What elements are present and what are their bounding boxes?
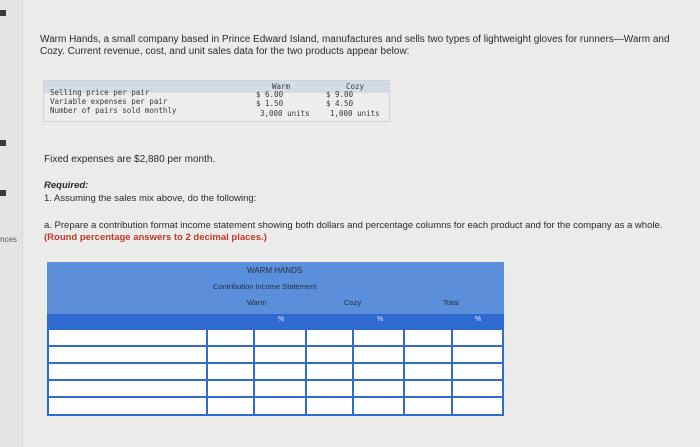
col-header-cozy: Cozy	[346, 82, 365, 91]
grid-line	[47, 345, 504, 347]
grid-line	[47, 379, 504, 381]
row-label: Selling price per pair	[50, 88, 150, 97]
grid-line	[47, 396, 504, 398]
grid-line	[305, 328, 307, 416]
fixed-expenses: Fixed expenses are $2,880 per month.	[44, 154, 216, 165]
cozy-value: 1,000 units	[330, 109, 380, 118]
col-warm: Warm	[247, 298, 267, 307]
company-title: WARM HANDS	[247, 266, 303, 275]
problem-intro: Warm Hands, a small company based in Prince Edward Island, manufactures and sells two types of lightweight gloves for runners—Warm and Cozy. Current revenue, cost, and unit sales data for the two products appear below:	[40, 34, 670, 57]
part-a-text: a. Prepare a contribution format income statement showing both dollars and percentage columns for each product and for the company as a whole.	[44, 220, 663, 231]
product-data-table	[43, 80, 390, 122]
row-label: Number of pairs sold monthly	[50, 106, 177, 115]
pct-total: %	[475, 316, 482, 323]
table-header	[47, 262, 504, 314]
col-header-warm: Warm	[272, 82, 291, 91]
requirement-1: 1. Assuming the sales mix above, do the following:	[44, 193, 257, 204]
rounding-note: (Round percentage answers to 2 decimal places.)	[44, 232, 267, 243]
cozy-value: $ 4.50	[326, 99, 354, 108]
statement-title: Contribution Income Statement	[213, 282, 317, 291]
income-statement-table	[47, 262, 504, 416]
col-cozy: Cozy	[344, 298, 362, 307]
warm-value: $ 1.50	[256, 99, 284, 108]
statement-grid	[47, 328, 504, 416]
col-total: Total	[443, 298, 459, 307]
grid-line	[502, 328, 504, 416]
grid-line	[47, 414, 504, 416]
grid-line	[47, 362, 504, 364]
required-heading: Required:	[44, 180, 89, 191]
sidebar-marker	[0, 140, 6, 146]
cozy-value: $ 9.00	[326, 90, 354, 99]
sidebar-marker	[0, 190, 6, 196]
warm-value: 3,000 units	[260, 109, 310, 118]
sidebar-label: nces	[0, 235, 17, 244]
pct-cozy: %	[377, 316, 384, 323]
left-sidebar	[0, 0, 23, 447]
grid-line	[451, 328, 453, 416]
grid-line	[47, 328, 504, 330]
grid-line	[206, 328, 208, 416]
grid-line	[403, 328, 405, 416]
grid-line	[47, 328, 49, 416]
warm-value: $ 6.00	[256, 90, 284, 99]
row-label: Variable expenses per pair	[50, 97, 168, 106]
percent-header-row	[47, 314, 504, 328]
pct-warm: %	[278, 316, 285, 323]
grid-line	[253, 328, 255, 416]
grid-line	[352, 328, 354, 416]
sidebar-marker	[0, 10, 6, 16]
part-a-instructions	[44, 220, 674, 244]
